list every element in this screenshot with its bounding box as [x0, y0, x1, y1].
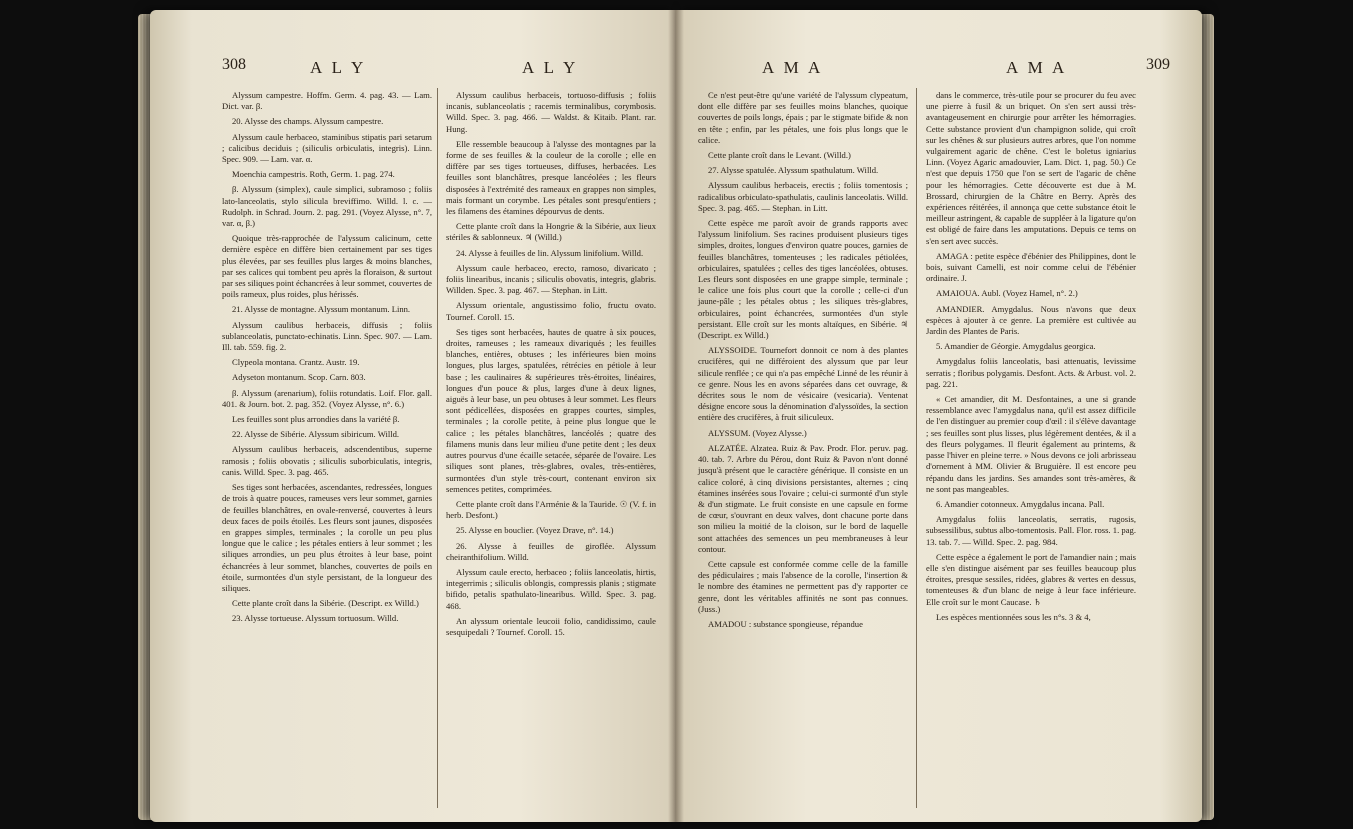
text-paragraph: Cette capsule est conformée comme celle de la famille des pédiculaires ; mais l'absence de la corolle, l'insertion & le nombre des étamines ne permettent pas d'y rapporter ce genre, dont les véritables affinités ne sont pas connues. (Juss.) [698, 558, 908, 614]
text-paragraph: β. Alyssum (simplex), caule simplici, subramoso ; foliis lato-lanceolatis, stylo silicula breviffimo. Willd. l. c. — Rudolph. in Schrad. Journ. 2. pag. 291. (Voyez Alysse, n°. 7, var. α, β.) [222, 184, 432, 229]
text-paragraph: Alyssum caulibus herbaceis, tortuoso-diffusis ; foliis incanis, sublanceolatis ; racemis terminalibus, corymbosis. Willd. Spec. 3. pag. 466. — Waldst. & Kitaib. Plant. rar. Hung. [446, 90, 656, 134]
running-head-right-b: A M A [1006, 58, 1068, 77]
text-paragraph: Elle ressemble beaucoup à l'alysse des montagnes par la forme de ses feuilles & la couleur de la corolle ; elle en diffère par ses tiges tortueuses, diffuses, herbacées. Les feuilles sont blanchâtres, presque lancéolées ; les fleurs disposées à l'extrémité des rameaux en grappes non simples, mais formant un corymbe. Les pétales sont presqu'entiers ; les filamens des étamines dépourvus de dents. [446, 138, 656, 217]
text-paragraph: Alyssum caulibus herbaceis, erectis ; foliis tomentosis ; radicalibus orbiculato-spathulatis, caulinis lanceolatis. Willd. Spec. 3. pag. 465. — Stephan. in Litt. [698, 180, 908, 213]
text-paragraph: Alyssum campestre. Hoffm. Germ. 4. pag. 43. — Lam. Dict. var. β. [222, 90, 432, 112]
text-paragraph: 21. Alysse de montagne. Alyssum montanum. Linn. [232, 304, 411, 315]
text-paragraph: Alyssum orientale, angustissimo folio, fructu ovato. Tournef. Coroll. 15. [446, 300, 656, 322]
running-head-left-b: A L Y [522, 58, 579, 77]
text-paragraph: ALZATÉE. Alzatea. Ruiz & Pav. Prodr. Flor. peruv. pag. 40. tab. 7. Arbre du Pérou, dont Ruiz & Pavon n'ont donné jusqu'à présent que le caractère générique. Il consiste en un calice coloré, à cinq divisions persistantes, alternes ; cinq étamines insérées sous l'ovaire ; celui-ci surmonté d'un style & d'un stigmate. Le fruit consiste en une capsule en forme de cœur, s'ouvrant en deux valves, dont chacune porte dans son milieu la moitié de la cloison, sur le bord de laquelle sont attachées des semences un peu membraneuses à leur contour. [698, 442, 908, 554]
text-paragraph: Ses tiges sont herbacées, hautes de quatre à six pouces, droites, rameuses ; les rameaux divariqués ; les feuilles blanches, entières, obtuses ; les inférieures bien moins longues, plus larges, spatulées, rétrécies en pétiole à leur base ; les caulinaires & supérieures très-étroites, linéaires, longues d'un pouce & plus, larges d'une à deux lignes, aiguës à leur base, un peu obtuses à leur sommet. Les fleurs sont pédicellées, disposées en grappes courtes, simples, terminales ; la corolle petite, à peine plus longue que le calice ; les pétales blanchâtres, lancéolés ; quatre des filamens munis dans leur milieu d'une petite dent ; les deux autres pourvus d'une écaille setacée, séparée de l'ovaire. Les siliques sont planes, très-glabres, ovales, très-entières, surmontées d'un style très-court, contenant environ six semences petites, comprimées. [446, 326, 656, 494]
text-paragraph: 22. Alysse de Sibérie. Alyssum sibiricum. Willd. [232, 429, 400, 440]
right-page-column-2 [926, 90, 1136, 627]
text-paragraph: An alyssum orientale leucoii folio, candidissimo, caule sesquipedali ? Tournef. Coroll. 15. [446, 615, 656, 637]
text-paragraph: Ses tiges sont herbacées, ascendantes, redressées, longues de trois à quatre pouces, rameuses vers leur sommet, garnies de feuilles blanchâtres, en ovale-renversé, couvertes à leurs deux faces de poils étoilés. Les fleurs sont jaunes, disposées en grappes simples, terminales ; la corolle un peu plus longue que le calice ; les pétales entiers à leur sommet ; les siliques arrondies, un peu plus étroites à leur base, point échancrées à leur sommet, blanches, couvertes de poils en étoile, surmontées d'un style persistant, de la longueur des siliques. [222, 482, 432, 593]
text-paragraph: ALYSSOIDE. Tournefort donnoit ce nom à des plantes crucifères, qui ne différoient des alyssum que par leur silicule renflée ; ce qui n'a pas empêché Linné de les réunir à ce genre. Nous les en avons séparées dans cet ouvrage, & décrites sous le nom de vésicaire (vesicaria). Ventenat désigne encore sous la dénomination d'alyssoïdes, la section entière des crucifères, à fruit siliculeux. [698, 345, 908, 423]
text-paragraph: 5. Amandier de Géorgie. Amygdalus georgica. [936, 341, 1096, 352]
text-paragraph: dans le commerce, très-utile pour se procurer du feu avec une pierre à fusil & un briquet. On s'en sert aussi très-avantageusement en chirurgie pour arrêter les hémorragies. Cette substance provient d'un champignon solide, qui croît sur les chênes & sur plusieurs autres arbres, que l'on nomme vulgairement agaric de chêne. C'est le boletus igniarius Linn. (Voyez Agaric amadouvier, Lam. Dict. 1, pag. 50.) Ce n'est que depuis 1750 que l'on se sert de l'agaric de chêne pour les hémorragies. Cette découverte est due à M. Brossard, chirurgien de la Châtre en Berry. Après des expériences réitérées, il annonça que cette substance étoit le meilleur astringent, & capable de suppléer à la ligature qu'on est obligé de faire dans les amputations. Depuis ce tems on s'en sert avec succès. [926, 90, 1136, 246]
text-paragraph: Les feuilles sont plus arrondies dans la variété β. [232, 414, 400, 425]
text-paragraph: Les espèces mentionnées sous les n°s. 3 & 4, [936, 611, 1091, 622]
page-number-right: 309 [1146, 56, 1170, 73]
text-paragraph: Alyssum caule herbaceo, erecto, ramoso, divaricato ; foliis linearibus, incanis ; siliculis obovatis, integris, glabris. Willden. Spec. 3. pag. 467. — Stephan. in Litt. [446, 262, 656, 296]
text-paragraph: Cette plante croît dans la Hongrie & la Sibérie, aux lieux stériles & sablonneux. ♃ (Willd.) [446, 221, 656, 243]
text-paragraph: AMAIOUA. Aubl. (Voyez Hamel, n°. 2.) [936, 288, 1078, 299]
text-paragraph: β. Alyssum (arenarium), foliis rotundatis. Loif. Flor. gall. 401. & Journ. bot. 2. pag. 352. (Voyez Alysse, n°. 6.) [222, 387, 432, 409]
text-paragraph: 24. Alysse à feuilles de lin. Alyssum linifolium. Willd. [456, 247, 644, 258]
text-paragraph: 27. Alysse spatulée. Alyssum spathulatum. Willd. [708, 165, 879, 176]
text-paragraph: Alyssum caule erecto, herbaceo ; foliis lanceolatis, hirtis, integerrimis ; siliculis oblongis, compressis planis ; stigmate bifido, petalis spathulato-linearibus. Willd. Spec. 3. pag. 468. [446, 566, 656, 611]
text-paragraph: 26. Alysse à feuilles de giroflée. Alyssum cheiranthifolium. Willd. [446, 540, 656, 562]
right-page-column-1 [698, 90, 908, 634]
text-paragraph: Cette plante croît dans le Levant. (Willd.) [708, 150, 851, 161]
text-paragraph: AMAGA : petite espèce d'ébénier des Philippines, dont le bois, suivant Camelli, est noir comme celui de l'ébénier ordinaire. J. [926, 250, 1136, 284]
text-paragraph: Cette plante croît dans la Sibérie. (Descript. ex Willd.) [232, 598, 419, 609]
text-paragraph: Quoique très-rapprochée de l'alyssum calicinum, cette dernière espèce en diffère bien certainement par ses tiges plus élevées, par ses feuilles plus larges & moins blanches, par ses calices qui tombent peu après la floraison, & surtout par ses siliques point échancrées à leur sommet, couvertes de poils rameux, plus roides, plus hérissés. [222, 233, 432, 300]
text-paragraph: AMANDIER. Amygdalus. Nous n'avons que deux espèces à ajouter à ce genre. La première est cultivée au Jardin des Plantes de Paris. [926, 303, 1136, 337]
text-paragraph: Alyssum caulibus herbaceis, adscendentibus, superne ramosis ; foliis obovatis ; siliculis suborbiculatis, integris, canis. Willd. Spec. 3. pag. 465. [222, 444, 432, 477]
text-paragraph: Cette espèce me paroît avoir de grands rapports avec l'alyssum linifolium. Ses racines produisent plusieurs tiges simples, droites, longues d'environ quatre pouces, garnies de feuilles blanchâtres, tomenteuses ; les radicales pétiolées, orbiculaires, spatulées ; celles des tiges lancéolées, obtuses. Les fleurs sont disposées en une grappe simple, terminale ; le calice une fois plus court que la corolle ; celle-ci d'un jaune-pâle ; les pétales obtus ; les siliques très-glabres, orbiculaires, point échancrées, surmontées d'un style persistant. Elle croît sur les monts altaïques, en Sibérie. ♃ (Descript. ex Willd.) [698, 218, 908, 341]
text-paragraph: Amygdalus foliis lanceolatis, serratis, rugosis, subsessilibus, subtus albo-tomentosis. Pall. Flor. ross. 1. pag. 13. tab. 7. — Willd. Spec. 2. pag. 984. [926, 514, 1136, 547]
running-head-right-a: A M A [762, 58, 824, 77]
text-paragraph: Amygdalus foliis lanceolatis, basi attenuatis, levissime serratis ; floribus polygamis. Desfont. Acts. & Arbust. vol. 2. pag. 221. [926, 356, 1136, 389]
text-paragraph: 25. Alysse en bouclier. (Voyez Drave, n°. 14.) [456, 525, 614, 536]
text-paragraph: Clypeola montana. Crantz. Austr. 19. [232, 357, 360, 368]
text-paragraph: Moenchia campestris. Roth, Germ. 1. pag. 274. [232, 169, 395, 180]
left-page-column-1 [222, 90, 432, 629]
text-paragraph: Alyssum caulibus herbaceis, diffusis ; foliis sublanceolatis, punctato-echinatis. Linn. Spec. 907. — Lam. Ill. tab. 559. fig. 2. [222, 319, 432, 353]
text-paragraph: Cette espèce a également le port de l'amandier nain ; mais elle s'en distingue aisément par ses feuilles beaucoup plus étroites, presque sessiles, ridées, glabres & vertes en dessus, tomenteuses & d'un blanc de neige à leur face inférieure. Elle croît sur le mont Caucase. ♄ [926, 551, 1136, 607]
text-paragraph: « Cet amandier, dit M. Desfontaines, a une si grande ressemblance avec l'amygdalus nana, qu'il est assez difficile de l'en distinguer au premier coup d'œil : il s'élève davantage ; ses feuilles sont plus lisses, plus légèrement dentées, & il a des fleurs polygames. Il fleurit également au printems, & passe l'hiver en pleine terre. » Nous devons ce joli arbrisseau d'ornement à MM. Olivier & Bruguière. Il est encore peu répandu dans les jardins. Ses amandes sont très-amères, & ne sont pas mangeables. [926, 394, 1136, 494]
text-paragraph: 20. Alysse des champs. Alyssum campestre. [232, 116, 384, 127]
text-paragraph: AMADOU : substance spongieuse, répandue [708, 618, 863, 629]
running-head-left-a: A L Y [310, 58, 367, 77]
column-divider [916, 88, 917, 808]
left-page [150, 10, 676, 822]
book-gutter [668, 10, 684, 822]
column-divider [437, 88, 438, 808]
text-paragraph: Ce n'est peut-être qu'une variété de l'alyssum clypeatum, dont elle diffère par ses feuilles moins blanches, quoique couvertes de poils longs, épais ; par le stigmate bifide & non en tête ; enfin, par les pétales, une fois plus longs que le calice. [698, 90, 908, 145]
text-paragraph: 23. Alysse tortueuse. Alyssum tortuosum. Willd. [232, 613, 399, 624]
right-page-edges [1200, 14, 1214, 820]
text-paragraph: 6. Amandier cotonneux. Amygdalus incana. Pall. [936, 498, 1105, 509]
text-paragraph: Cette plante croît dans l'Arménie & la Tauride. ☉ (V. f. in herb. Desfont.) [446, 498, 656, 521]
text-paragraph: Adyseton montanum. Scop. Carn. 803. [232, 372, 366, 383]
text-paragraph: Alyssum caule herbaceo, staminibus stipatis pari setarum ; calicibus deciduis ; (siliculis orbiculatis, integris). Linn. Spec. 909. — Lam. var. α. [222, 131, 432, 165]
left-page-column-2 [446, 90, 656, 642]
right-page [676, 10, 1202, 822]
text-paragraph: ALYSSUM. (Voyez Alysse.) [708, 427, 807, 438]
page-number-left: 308 [222, 56, 246, 73]
